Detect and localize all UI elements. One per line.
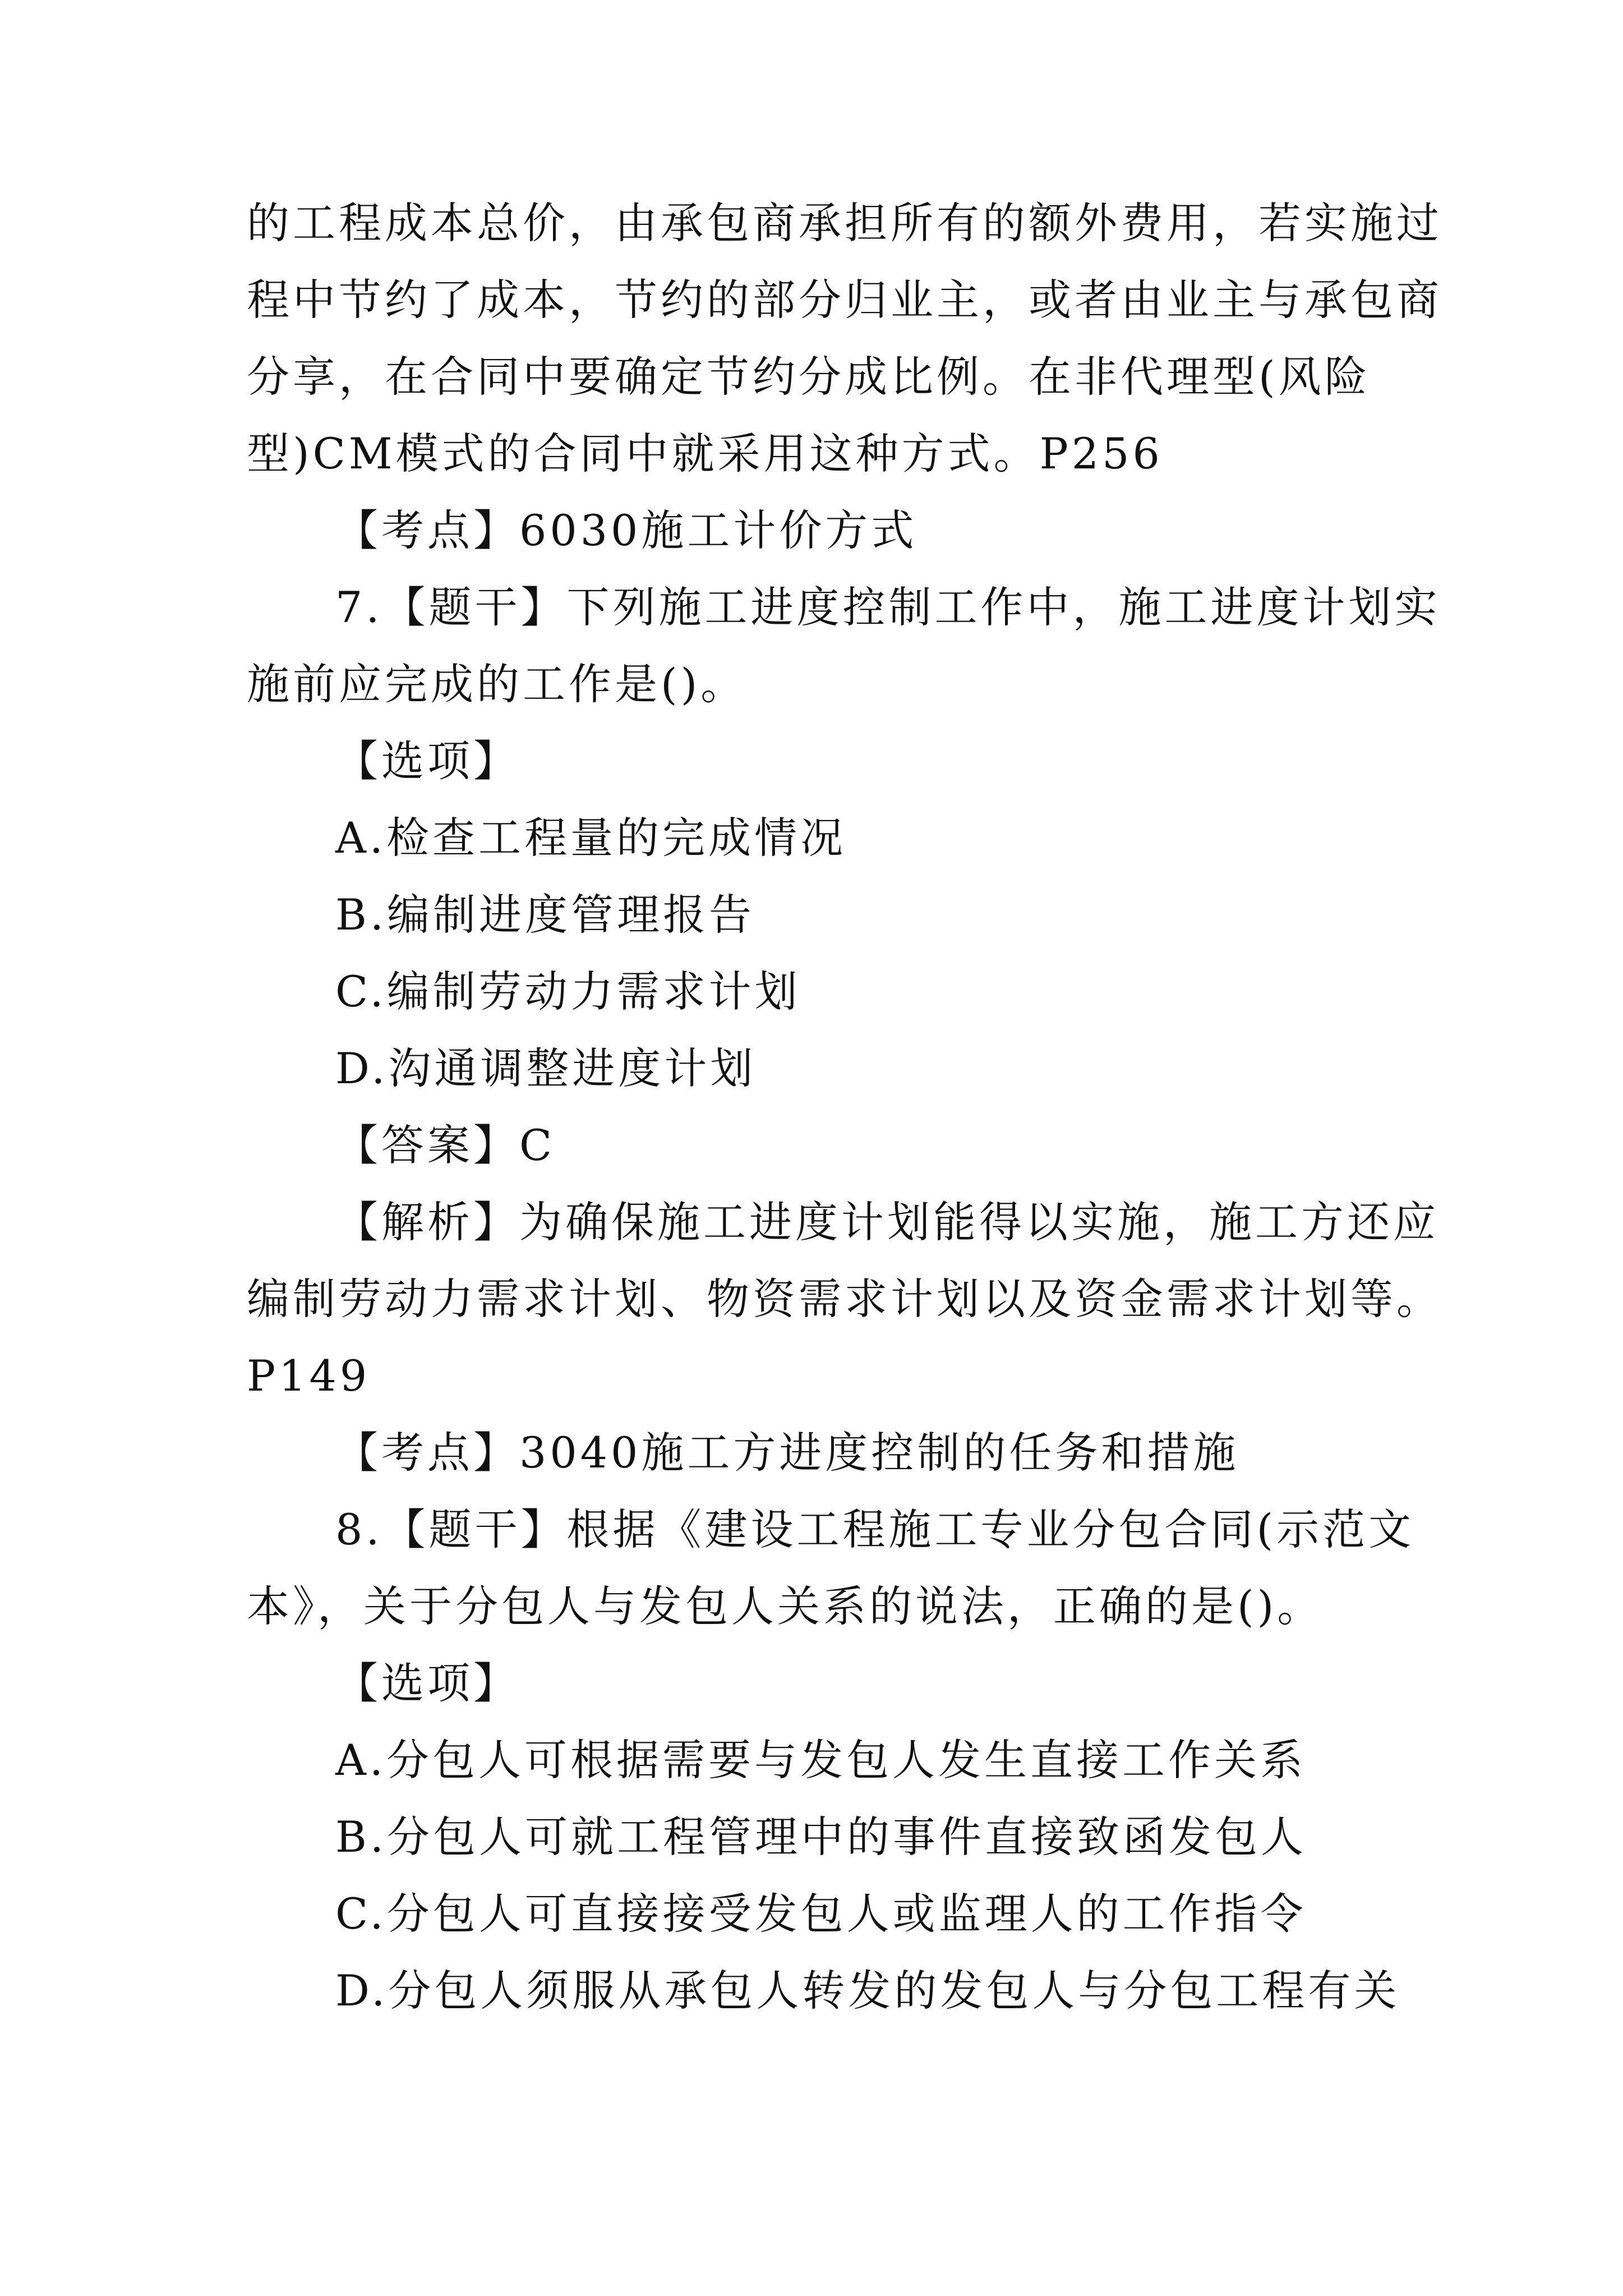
option-b: B.分包人可就工程管理中的事件直接致函发包人 — [335, 1812, 1307, 1862]
option-d: D.分包人须服从承包人转发的发包人与分包工程有关 — [335, 1966, 1400, 2016]
text-line: 的工程成本总价，由承包商承担所有的额外费用，若实施过 — [247, 198, 1442, 248]
question-stem-line: 施前应完成的工作是()。 — [247, 659, 747, 709]
analysis-line: P149 — [247, 1351, 371, 1401]
question-stem-line: 本》，关于分包人与发包人关系的说法，正确的是()。 — [247, 1581, 1324, 1631]
question-stem-line: 7.【题干】下列施工进度控制工作中，施工进度计划实 — [335, 582, 1441, 632]
options-heading: 【选项】 — [335, 736, 519, 786]
option-c: C.分包人可直接接受发包人或监理人的工作指令 — [335, 1889, 1307, 1939]
option-d: D.沟通调整进度计划 — [335, 1043, 757, 1093]
text-line: 程中节约了成本，节约的部分归业主，或者由业主与承包商 — [247, 275, 1442, 325]
option-a: A.分包人可根据需要与发包人发生直接工作关系 — [335, 1735, 1307, 1785]
question-stem-line: 8.【题干】根据《建设工程施工专业分包合同(示范文 — [335, 1504, 1415, 1554]
text-line: 型)CM模式的合同中就采用这种方式。P256 — [247, 429, 1163, 478]
option-b: B.编制进度管理报告 — [335, 890, 755, 940]
answer-line: 【答案】C — [335, 1120, 556, 1170]
exam-point-line: 【考点】3040施工方进度控制的任务和措施 — [335, 1428, 1239, 1478]
exam-point-line: 【考点】6030施工计价方式 — [335, 505, 917, 555]
option-c: C.编制劳动力需求计划 — [335, 967, 801, 1016]
option-a: A.检查工程量的完成情况 — [335, 813, 847, 863]
options-heading: 【选项】 — [335, 1658, 519, 1708]
analysis-line: 【解析】为确保施工进度计划能得以实施，施工方还应 — [335, 1197, 1439, 1247]
text-line: 分享，在合同中要确定节约分成比例。在非代理型(风险 — [247, 352, 1371, 402]
analysis-line: 编制劳动力需求计划、物资需求计划以及资金需求计划等。 — [247, 1274, 1442, 1324]
